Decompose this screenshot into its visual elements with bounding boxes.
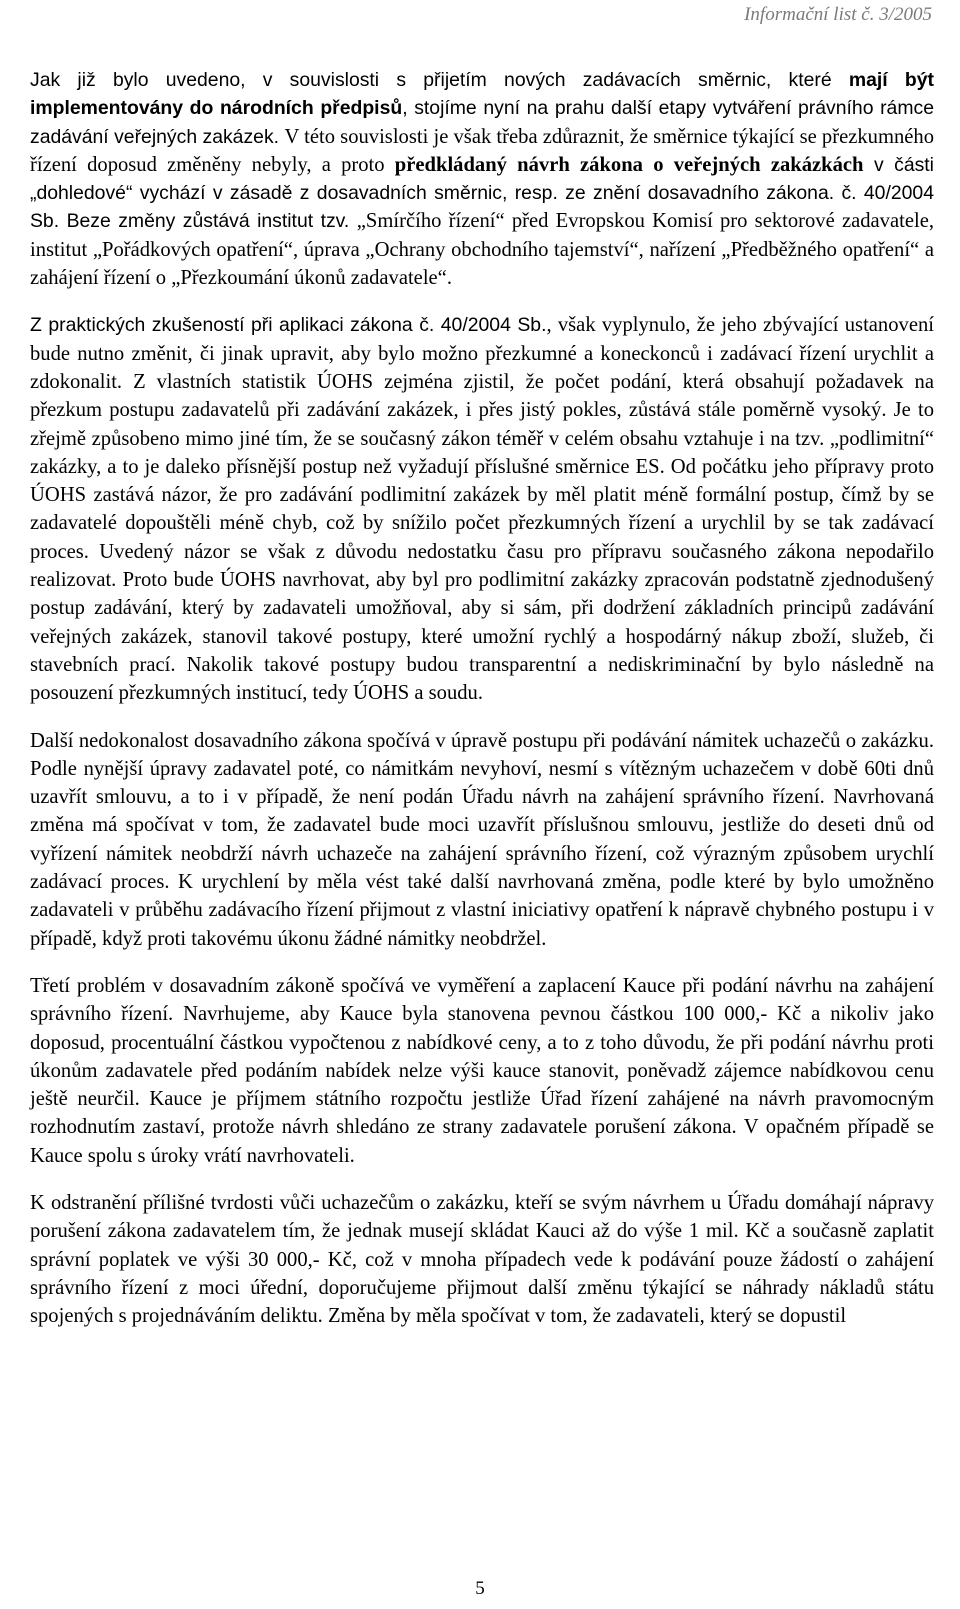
paragraph-3: Další nedokonalost dosavadního zákona spočívá v úpravě postupu při podávání námitek uchazečů o zakázku. Podle nynější úpravy zadavatel poté, co námitkám nevyhoví, nesmí s vítězným uchazečem v době 60ti dnů uzavřít smlouvu, a to i v případě, že není podán Úřadu návrh na zahájení správního řízení. Navrhovaná změna má spočívat v tom, že zadavatel bude moci uzavřít příslušnou smlouvu, jestliže do deseti dnů od vyřízení námitek neobdrží návrh uchazeče na zahájení správního řízení, což výrazným způsobem urychlí zadávací proces. K urychlení by měla vést také další navrhovaná změna, podle které by bylo umožněno zadavateli v průběhu zadávacího řízení přijmout z vlastní iniciativy opatření k nápravě chybného postupu i v případě, když proti takovému úkonu žádné námitky neobdržel. [30,729,934,950]
paragraph-4: Třetí problém v dosavadním zákoně spočívá ve vyměření a zaplacení Kauce při podání návrhu na zahájení správního řízení. Navrhujeme, aby Kauce byla stanovena pevnou částkou 100 000,- Kč a nikoliv jako doposud, procentuální částkou vypočtenou z nabídkové ceny, a to z toho důvodu, že při podání návrhu proti úkonům zadavatele před podáním nabídek nelze výši kauce stanovit, poněvadž zájemce nabídkovou cenu ještě neurčil. Kauce je příjmem státního rozpočtu jestliže Úřad řízení zahájené na návrh pravomocným rozhodnutím zastaví, protože návrh shledáno ze strany zadavatele porušení zákona. V opačném případě se Kauce spolu s úroky vrátí navrhovateli. [30,974,934,1167]
paragraph-1-supervision: v části „dohledové“ vychází v zásadě z dosavadních směrnic, resp. ze znění dosavadního zákona. č. 40/2004 Sb. Beze změny zůstává institut tzv. [30,153,934,233]
paragraph-1-bold-implementation: mají být implementovány do národních předpisů [30,69,934,120]
page-number: 5 [475,1578,485,1599]
paragraph-2-lead: Z praktických zkušeností při aplikaci zákona č. 40/2004 Sb. [30,314,547,337]
paragraph-5: K odstranění přílišné tvrdosti vůči uchazečům o zakázku, kteří se svým návrhem u Úřadu domáhají nápravy porušení zákona zadavatelem tím, že jednak musejí skládat Kauci až do výše 1 mil. Kč a současně zaplatit správní poplatek ve výši 30 000,- Kč, což v mnoha případech vede k podávání pouze žádostí o zahájení správního řízení z moci úřední, doporučujeme přijmout další změnu týkající se náhrady nákladů státu spojených s projednáváním deliktu. Změna by měla spočívat v tom, že zadavateli, který se dopustil [30,1191,934,1328]
paragraph-1 [30,66,934,292]
paragraph-1-review-directives: V této souvislosti je však třeba zdůraznit, že směrnice týkající se přezkumného řízení doposud změněny nebyly, a proto [30,125,934,176]
paragraph-1-institutes: „Smírčího řízení“ před Evropskou Komisí pro sektorové zadavatele, institut „Pořádkových opatření“, úprava „Ochrany obchodního tajemství“, nařízení „Předběžného opatření“ a zahájení řízení o „Přezkoumání úkonů zadavatele“. [30,210,934,290]
paragraph-1-framework: , stojíme nyní na prahu další etapy vytváření právního rámce zadávání veřejných zakázek. [30,97,934,148]
document-body [30,66,934,1330]
paragraph-1-bold-draft-law: předkládaný návrh zákona o veřejných zakázkách [394,153,864,176]
paragraph-2-body: , však vyplynulo, že jeho zbývající ustanovení bude nutno změnit, či jinak upravit, aby bylo možno přezkumné a koneckonců i zadávací řízení urychlit a zdokonalit. Z vlastních statistik ÚOHS zejména zjistil, že počet podání, která obsahují požadavek na přezkum postupu zadavatelů při zadávání zakázek, i přes jistý pokles, zůstává stále poměrně vysoký. Je to zřejmě způsobeno mimo jiné tím, že se současný zákon téměř v celém obsahu vztahuje i na tzv. „podlimitní“ zakázky, a to je daleko přísnější postup než vyžadují příslušné směrnice ES. Od počátku jeho přípravy proto ÚOHS zastává názor, že pro zadávání podlimitní zakázek by měl platit méně formální postup, čímž by se zadavatelé dopouštěli méně chyb, což by snížilo počet přezkumných řízení a urychlil by se tak zadávací proces. Uvedený názor se však z důvodu nedostatku času pro přípravu současného zákona nepodařilo realizovat. Proto bude ÚOHS navrhovat, aby byl pro podlimitní zakázky zpracován podstatně zjednodušený postup zadávání, který by zadavateli umožňoval, aby si sám, při dodržení základních principů zadávání veřejných zakázek, stanovil takové postupy, které umožní rychlý a hospodárný nákup zboží, služeb, či stavebních prací. Nakolik takové postupy budou transparentní a nediskriminační by bylo následně na posouzení přezkumných institucí, tedy ÚOHS a soudu. [30,314,934,705]
paragraph-1-intro: Jak již bylo uvedeno, v souvislosti s přijetím nových zadávacích směrnic, které [30,69,849,91]
page-header: Informační list č. 3/2005 [744,4,932,25]
paragraph-2 [30,311,934,707]
